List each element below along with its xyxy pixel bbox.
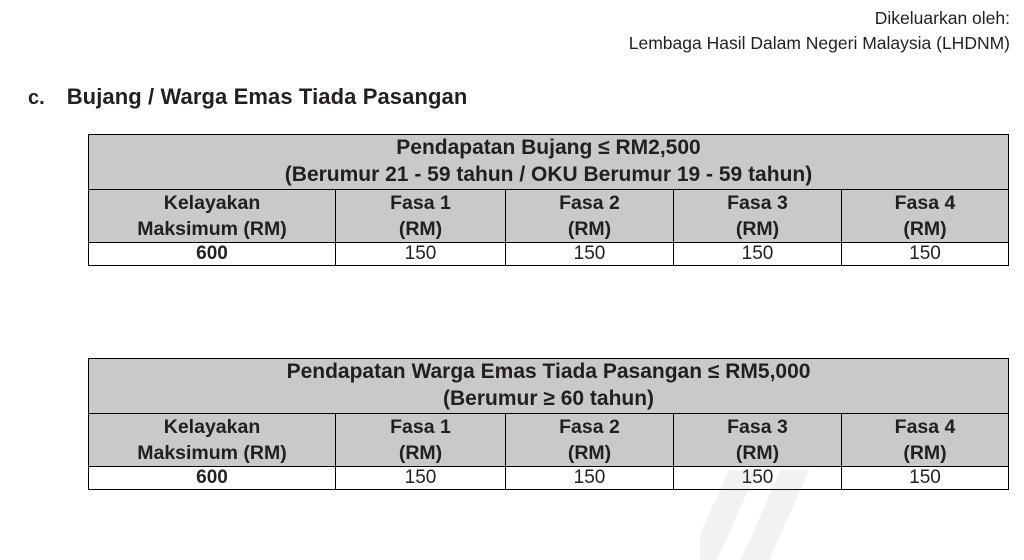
column-header-line-1: Fasa 2 (559, 415, 620, 438)
column-header-line-1: Fasa 2 (559, 191, 620, 214)
cell-fasa-3: 150 (674, 467, 842, 490)
cell-fasa-2: 150 (506, 243, 674, 266)
band-line-1: Pendapatan Warga Emas Tiada Pasangan ≤ RM5,000 (286, 360, 811, 383)
issuer-name: Lembaga Hasil Dalam Negeri Malaysia (LHDNM) (628, 33, 1010, 54)
table (88, 134, 1009, 266)
column-header-kelayakan (89, 189, 336, 243)
column-header-line-1: Kelayakan (163, 191, 261, 214)
column-header-line-2: (RM) (903, 442, 947, 465)
cell-fasa-1: 150 (336, 243, 506, 266)
column-header-line-2: Maksimum (RM) (137, 442, 287, 465)
column-header-line-1: Fasa 3 (727, 191, 788, 214)
column-header-line-2: (RM) (735, 218, 780, 241)
column-header-line-1: Fasa 1 (390, 415, 451, 438)
column-header-line-2: (RM) (398, 442, 443, 465)
column-header-line-1: Fasa 3 (727, 415, 788, 438)
column-header-fasa-4 (842, 413, 1009, 467)
section-title: Bujang / Warga Emas Tiada Pasangan (66, 84, 468, 109)
column-header-line-1: Fasa 4 (894, 191, 956, 214)
column-header-fasa-1 (336, 189, 506, 243)
table-row (89, 243, 1009, 266)
issuer-label: Dikeluarkan oleh: (874, 8, 1010, 28)
band-line-1: Pendapatan Bujang ≤ RM2,500 (396, 136, 701, 159)
table (88, 358, 1009, 490)
column-header-line-2: (RM) (398, 218, 443, 241)
column-header-line-1: Fasa 4 (894, 415, 956, 438)
cell-fasa-2: 150 (506, 467, 674, 490)
table-band-row (89, 135, 1009, 190)
column-header-kelayakan (89, 413, 336, 467)
table-band-cell (89, 135, 1009, 190)
band-line-2: (Berumur 21 - 59 tahun / OKU Berumur 19 - 59 tahun) (284, 162, 813, 186)
cell-fasa-1: 150 (336, 467, 506, 490)
cell-kelayakan: 600 (89, 467, 336, 490)
column-header-fasa-2 (506, 189, 674, 243)
section-marker: c. (28, 87, 45, 109)
column-header-line-2: (RM) (567, 218, 612, 241)
column-header-line-2: Maksimum (RM) (137, 218, 287, 241)
column-header-fasa-3 (674, 413, 842, 467)
table-header-row (89, 189, 1009, 243)
column-header-fasa-4 (842, 189, 1009, 243)
column-header-line-2: (RM) (735, 442, 780, 465)
column-header-line-2: (RM) (567, 442, 612, 465)
band-line-2: (Berumur ≥ 60 tahun) (443, 386, 655, 410)
column-header-fasa-2 (506, 413, 674, 467)
table-band-row (89, 359, 1009, 414)
column-header-line-2: (RM) (903, 218, 947, 241)
cell-fasa-4: 150 (842, 243, 1009, 266)
column-header-fasa-3 (674, 189, 842, 243)
rate-table-single (88, 134, 1008, 266)
table-row (89, 467, 1009, 490)
column-header-fasa-1 (336, 413, 506, 467)
cell-fasa-4: 150 (842, 467, 1009, 490)
section-heading (28, 84, 467, 110)
column-header-line-1: Fasa 1 (390, 191, 451, 214)
table-band-cell (89, 359, 1009, 414)
rate-table-senior (88, 358, 1008, 490)
cell-fasa-3: 150 (674, 243, 842, 266)
table-header-row (89, 413, 1009, 467)
column-header-line-1: Kelayakan (163, 415, 261, 438)
issuer-header (629, 6, 1010, 57)
cell-kelayakan: 600 (89, 243, 336, 266)
